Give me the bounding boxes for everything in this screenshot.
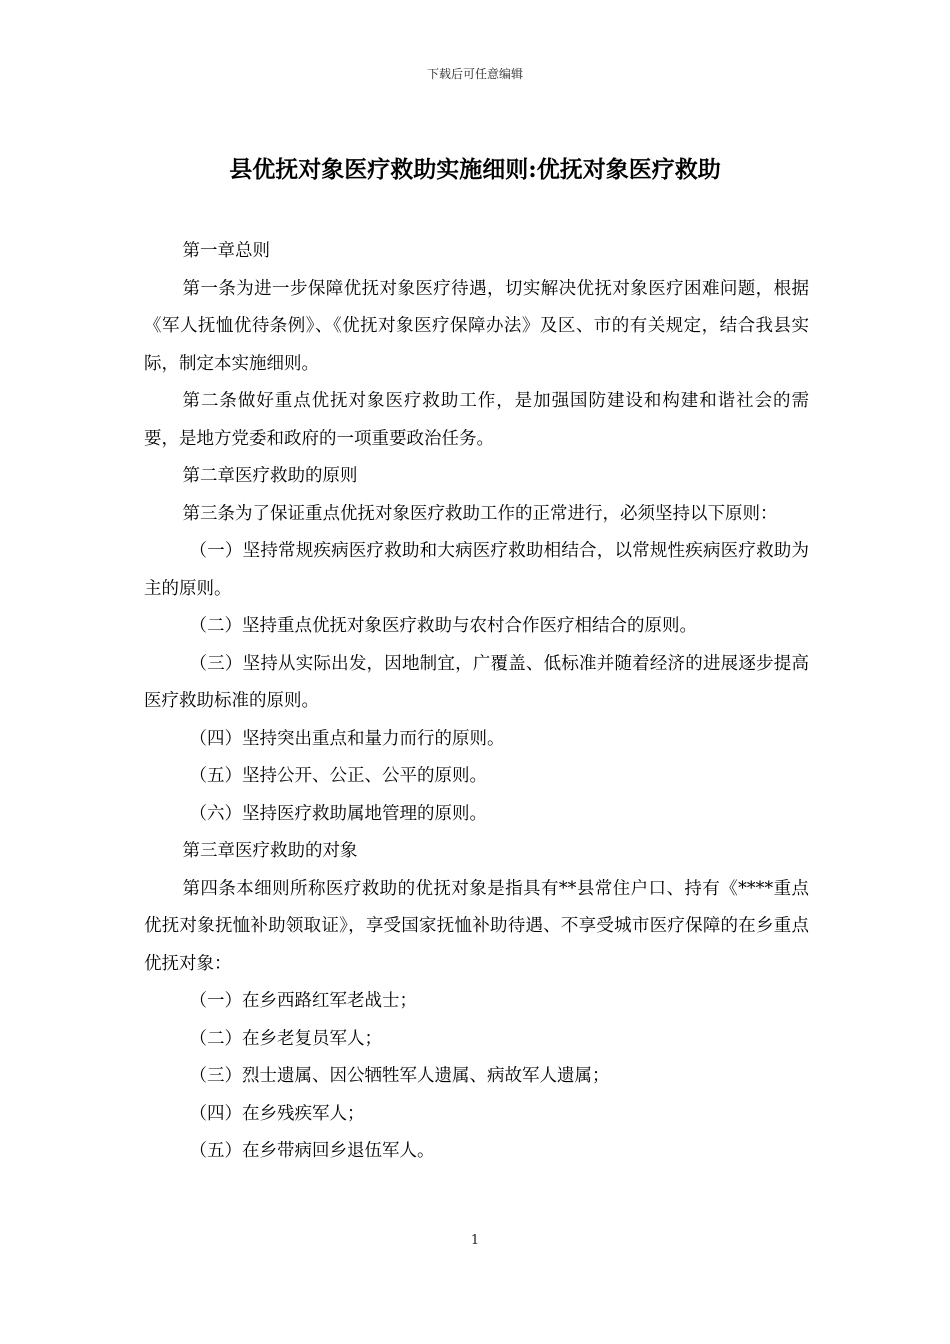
article-paragraph: 第一条为进一步保障优抚对象医疗待遇，切实解决优抚对象医疗困难问题，根据《军人抚恤优待条例》、《优抚对象医疗保障办法》及区、市的有关规定，结合我县实际，制定本实施细则。 [144,278,809,374]
article-paragraph: 第四条本细则所称医疗救助的优抚对象是指具有**县常住户口、持有《****重点优抚对象抚恤补助领取证》，享受国家抚恤补助待遇、不享受城市医疗保障的在乡重点优抚对象： [144,878,809,974]
chapter-heading: 第一章总则 [182,241,270,261]
list-item: （三）坚持从实际出发，因地制宜，广覆盖、低标准并随着经济的进展逐步提高医疗救助标准的原则。 [144,653,809,711]
article-paragraph: 第二条做好重点优抚对象医疗救助工作，是加强国防建设和构建和谐社会的需要，是地方党委和政府的一项重要政治任务。 [144,391,809,449]
list-item: （三）烈士遗属、因公牺牲军人遗属、病故军人遗属； [189,1066,610,1086]
list-item: （五）坚持公开、公正、公平的原则。 [189,766,487,786]
document-body [144,233,809,1171]
list-item: （四）坚持突出重点和量力而行的原则。 [189,728,505,749]
list-item: （二）在乡老复员军人； [189,1028,382,1049]
list-item: （二）坚持重点优抚对象医疗救助与农村合作医疗相结合的原则。 [189,616,697,636]
page-number: 1 [470,1233,480,1248]
chapter-heading: 第三章医疗救助的对象 [182,841,358,861]
list-item: （一）在乡西路红军老战士； [189,991,417,1011]
chapter-heading: 第二章医疗救助的原则 [182,466,358,486]
page-header: 下载后可任意编辑 [426,67,523,81]
article-paragraph: 第三条为了保证重点优抚对象医疗救助工作的正常进行，必须坚持以下原则： [182,503,778,524]
list-item: （六）坚持医疗救助属地管理的原则。 [189,803,487,824]
document-title: 县优抚对象医疗救助实施细则:优抚对象医疗救助 [229,156,721,183]
list-item: （五）在乡带病回乡退伍军人。 [189,1141,435,1161]
list-item: （一）坚持常规疾病医疗救助和大病医疗救助相结合，以常规性疾病医疗救助为主的原则。 [144,541,809,599]
list-item: （四）在乡残疾军人； [189,1103,365,1124]
